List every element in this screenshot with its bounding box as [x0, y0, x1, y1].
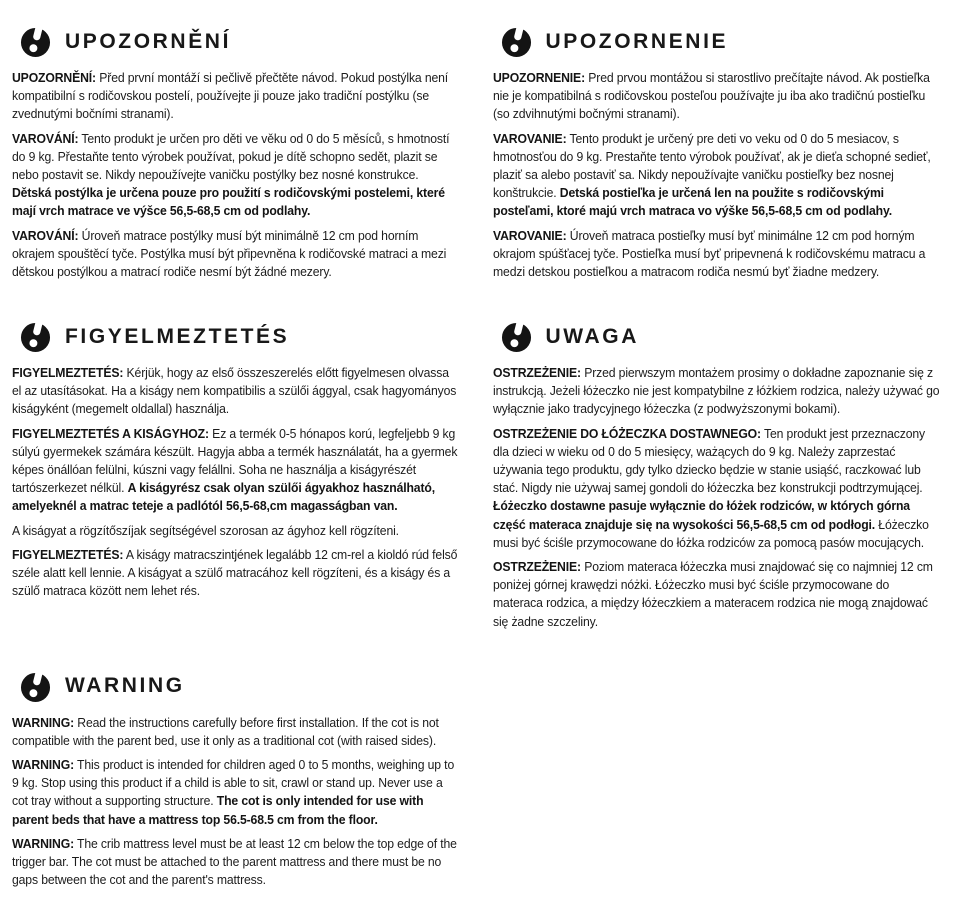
paragraph-text-run: Przed pierwszym montażem prosimy o dokładne zapoznanie się z instrukcją. Jeżeli łóżeczko nie jest kompatybilne z łóżkiem rodzica, należy używać go wyłącznie jako tradycyjnego łóżeczka (z podwyższonymi bokami). [492, 365, 939, 417]
warning-section-polish [493, 321, 942, 637]
paragraph-bold-run: UPOZORNENIE: [492, 70, 585, 85]
paragraph-bold-run: VAROVÁNÍ: [12, 227, 79, 243]
paragraph-text-run: Úroveň matraca postieľky musí byť minimálne 12 cm pod horným okrajom spúšťacej tyče. Postieľka musí byť pripevnená k rodičovskému matracu a medzi detskou postieľkou a matracom rodiča nesmú byť žiadne medzery. [492, 227, 925, 279]
paragraph-bold-run: OSTRZEŻENIE: [492, 558, 581, 574]
paragraph-bold-run: Detská postieľka je určená len na použite s rodičovskými posteľami, ktoré majú vrch matraca vo výške 56,5-68,5 cm od podlahy. [492, 185, 892, 219]
paragraph-text-run: Ez a termék 0-5 hónapos korú, legfeljebb 9 kg súlyú gyermekek számára készült. Hagyja abba a termék használatát, ha a gyermek képes önállóan felülni, kúszni vagy felállni. Soha ne használja a kiságyrészét tartószerkezet nélkül. [12, 425, 458, 496]
paragraph-bold-run: The cot is only intended for use with parent beds that have a mattress top 56.5-68.5 cm from the floor. [12, 793, 424, 827]
warning-paragraph [12, 546, 461, 601]
warning-paragraph [12, 364, 461, 419]
warning-paragraph [12, 835, 461, 890]
paragraph-bold-run: Dětská postýlka je určena pouze pro použití s rodičovskými postelemi, které mají vrch matrace ve výšce 56,5-68,5 cm od podlahy. [12, 185, 445, 219]
exclamation-alert-icon [501, 321, 532, 352]
section-body [12, 69, 461, 281]
paragraph-text-run: Před první montáží si pečlivě přečtěte návod. Pokud postýlka není kompatibilní s rodičovskou postelí, používejte ji pouze jako tradiční postýlku (se zvednutými bočními stranami). [12, 70, 449, 122]
paragraph-text-run: Poziom materaca łóżeczka musi znajdować się co najmniej 12 cm poniżej górnej krawędzi nóżki. Łóżeczko musi być ściśle przymocowane do materaca rodzica, a między łóżeczkiem a materacem rodzica nie mogą znajdować się żadne szczeliny. [492, 558, 933, 629]
paragraph-text-run: Tento produkt je určený pre deti vo veku od 0 do 5 mesiacov, s hmotnosťou do 9 kg. Prestaňte tento výrobok používať, ak je dieťa schopné sedieť, plaziť sa alebo postaviť sa. Nikdy nepoužívajte vaničku postieľky bez nosnej konštrukcie. [492, 130, 931, 201]
warning-paragraph [12, 69, 461, 124]
warning-paragraph [12, 714, 461, 750]
warning-paragraph [493, 425, 942, 552]
paragraph-text-run: Łóżeczko musi być ściśle przymocowane do łóżka rodziców za pomocą pasów mocujących. [492, 516, 929, 550]
paragraph-text-run: The crib mattress level must be at least 12 cm below the top edge of the trigger bar. The cot must be attached to the parent mattress and there must be no gaps between the cot and the parent's mattress. [12, 835, 457, 888]
section-header [501, 26, 942, 57]
paragraph-bold-run: VAROVANIE: [492, 227, 567, 243]
warning-paragraph [12, 130, 461, 221]
exclamation-alert-icon [501, 26, 532, 57]
exclamation-alert-icon [20, 26, 51, 57]
paragraph-text-run: A kiságyat a rögzítőszíjak segítségével szorosan az ágyhoz kell rögzíteni. [12, 522, 399, 538]
warning-paragraph [12, 425, 461, 516]
paragraph-bold-run: WARNING: [12, 835, 75, 851]
warning-section-english [12, 671, 461, 896]
warning-paragraph [493, 558, 942, 631]
section-body [12, 714, 461, 890]
warning-paragraph [493, 227, 942, 282]
paragraph-text-run: Kérjük, hogy az első összeszerelés előtt figyelmesen olvassa el az utasításokat. Ha a kiságy nem kompatibilis a szülői ággyal, csak hagyományos kiságyként (megemelt oldallal) használja. [12, 365, 457, 417]
section-header [20, 321, 461, 352]
warning-paragraph [493, 364, 942, 419]
exclamation-alert-icon [20, 671, 51, 702]
warning-paragraph [12, 227, 461, 282]
warning-section-slovak [493, 26, 942, 287]
section-title: UPOZORNĚNÍ [65, 29, 232, 53]
paragraph-bold-run: WARNING: [12, 714, 75, 730]
section-body [12, 364, 461, 600]
warning-section-hungarian [12, 321, 461, 637]
paragraph-bold-run: A kiságyrész csak olyan szülői ágyakhoz használható, amelyeknél a matrac teteje a padlótól 56,5-68,cm magasságban van. [12, 480, 435, 514]
section-header [20, 26, 461, 57]
section-body [493, 364, 942, 631]
paragraph-bold-run: WARNING: [12, 757, 75, 773]
paragraph-bold-run: UPOZORNĚNÍ: [12, 70, 96, 85]
section-title: UPOZORNENIE [545, 29, 729, 53]
section-header [20, 671, 461, 702]
paragraph-text-run: A kiságy matracszintjének legalább 12 cm-rel a kioldó rúd felső széle alatt kell lennie. A kiságyat a szülő matracához kell rögzíteni, és a kiságy és a szülő matraca között nem lehet rés. [12, 546, 458, 599]
paragraph-text-run: Pred prvou montážou si starostlivo prečítajte návod. Ak postieľka nie je kompatibilná s rodičovskou posteľou používajte ju iba ako tradičnú postieľku (so zdvihnutými bočnými stranami). [492, 70, 930, 122]
paragraph-text-run: Ten produkt jest przeznaczony dla dzieci w wieku od 0 do 5 miesięcy, ważących do 9 kg. Należy zaprzestać używania tego produktu, gdy tylko dziecko będzie w stanie usiąść, raczkować lub stać. Nigdy nie używaj samej gondoli do łóżeczka bez konstrukcji podtrzymującej. [492, 425, 925, 496]
paragraph-text-run: Úroveň matrace postýlky musí být minimálně 12 cm pod horním okrajem spouštěcí tyče. Postýlka musí být připevněna k rodičovské matraci a mezi dětskou postýlkou a matrací rodiče nesmí být žádné mezery. [12, 227, 447, 279]
paragraph-text-run: This product is intended for children aged 0 to 5 months, weighing up to 9 kg. Stop using this product if a child is able to sit, crawl or stand up. Never use a cot tray without a supporting structure. [12, 757, 455, 809]
paragraph-text-run: Read the instructions carefully before first installation. If the cot is not compatible with the parent bed, use it only as a traditional cot (with raised sides). [12, 714, 439, 748]
section-body [493, 69, 942, 281]
paragraph-bold-run: FIGYELMEZTETÉS: [12, 546, 124, 562]
paragraph-bold-run: OSTRZEŻENIE DO ŁÓŻECZKA DOSTAWNEGO: [492, 425, 761, 441]
warning-paragraph [493, 69, 942, 124]
warning-paragraph [12, 756, 461, 829]
warning-paragraph [493, 130, 942, 221]
section-title: UWAGA [545, 324, 639, 348]
warning-paragraph [12, 522, 461, 540]
paragraph-bold-run: Łóżeczko dostawne pasuje wyłącznie do łóżek rodziców, w których górna część materaca znajduje się na wysokości 56,5-68,5 cm od podłogi. [492, 498, 910, 532]
warning-section-czech [12, 26, 461, 287]
section-title: WARNING [65, 674, 185, 698]
section-header [501, 321, 942, 352]
paragraph-bold-run: FIGYELMEZTETÉS: [12, 365, 124, 381]
paragraph-bold-run: OSTRZEŻENIE: [492, 365, 581, 381]
paragraph-bold-run: VAROVÁNÍ: [12, 130, 79, 146]
paragraph-text-run: Tento produkt je určen pro děti ve věku od 0 do 5 měsíců, s hmotností do 9 kg. Přestaňte tento výrobek používat, pokud je dítě schopno sedět, plazit se nebo postavit se. Nikdy nepoužívejte vaničku postýlky bez nosné konstrukce. [12, 130, 450, 182]
paragraph-bold-run: FIGYELMEZTETÉS A KISÁGYHOZ: [12, 425, 209, 441]
paragraph-bold-run: VAROVANIE: [492, 130, 567, 146]
section-title: FIGYELMEZTETÉS [65, 324, 290, 348]
exclamation-alert-icon [20, 321, 51, 352]
